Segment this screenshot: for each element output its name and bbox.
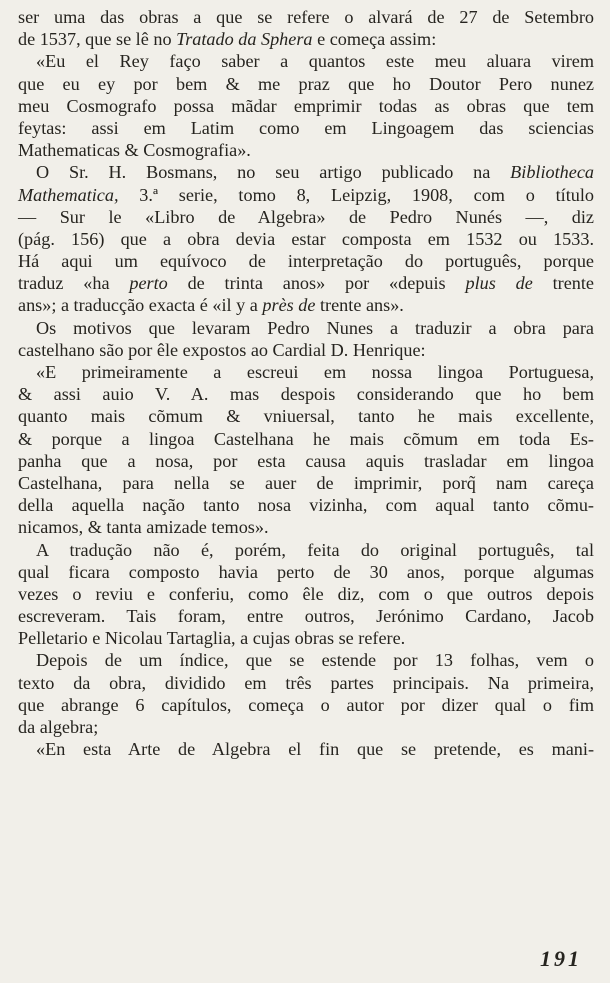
- text-line: Castelhana, para nella se auer de imprimir, porq̃ nam careça: [18, 472, 594, 493]
- text-line: quanto mais cõmum & vniuersal, tanto he mais excellente,: [18, 406, 594, 427]
- text-line: Depois de um índice, que se estende por 13 folhas, vem o: [36, 650, 594, 671]
- text-line: de 1537, que se lê no Tratado da Sphera e começa assim:: [18, 29, 437, 50]
- text-line: traduz «ha perto de trinta anos» por «depuis plus de trente: [18, 273, 594, 294]
- text-line: ser uma das obras a que se refere o alvará de 27 de Setembro: [18, 7, 594, 27]
- text-line: Há aqui um equívoco de interpretação do português, porque: [18, 251, 594, 272]
- text-line: «Eu el Rey faço saber a quantos este meu aluara virem: [36, 51, 594, 72]
- text-line: (pág. 156) que a obra devia estar composta em 1532 ou 1533.: [18, 228, 594, 249]
- text-line: ans»; a traducção exacta é «il y a près de trente ans».: [18, 295, 404, 316]
- text-line: & assi auio V. A. mas despois considerando que ho bem: [18, 384, 594, 405]
- text-line: & porque a lingoa Castelhana he mais cõmum em toda Es-: [18, 428, 594, 449]
- text-line: nicamos, & tanta amizade temos».: [18, 517, 269, 538]
- document-body: [18, 6, 594, 760]
- text-line: O Sr. H. Bosmans, no seu artigo publicado na Bibliotheca: [36, 162, 594, 183]
- text-line: «En esta Arte de Algebra el fin que se pretende, es mani-: [36, 739, 594, 760]
- text-line: castelhano são por êle expostos ao Cardial D. Henrique:: [18, 339, 426, 360]
- page-number: 191: [540, 946, 582, 971]
- text-line: que eu ey por bem & me praz que ho Doutor Pero nunez: [18, 73, 594, 94]
- text-line: panha que a nosa, por esta causa aquis trasladar em lingoa: [18, 450, 594, 471]
- text-line: Mathematicas & Cosmografia».: [18, 140, 251, 161]
- text-line: Mathematica, 3.ª serie, tomo 8, Leipzig, 1908, com o título: [18, 184, 594, 205]
- text-line: Os motivos que levaram Pedro Nunes a traduzir a obra para: [36, 317, 594, 338]
- text-line: «E primeiramente a escreui em nossa lingoa Portuguesa,: [36, 362, 594, 382]
- text-line: — Sur le «Libro de Algebra» de Pedro Nunés —, diz: [18, 206, 594, 227]
- text-line: feytas: assi em Latim como em Lingoagem das sciencias: [18, 117, 594, 138]
- text-line: A tradução não é, porém, feita do original português, tal: [36, 539, 594, 560]
- text-line: meu Cosmografo possa mãdar emprimir todas as obras que tem: [18, 95, 594, 116]
- text-line: qual ficara composto havia perto de 30 anos, porque algumas: [18, 561, 594, 582]
- text-line: escreveram. Tais foram, entre outros, Jerónimo Cardano, Jacob: [18, 606, 594, 627]
- text-line: texto da obra, dividido em três partes principais. Na primeira,: [18, 672, 594, 693]
- text-line: Pelletario e Nicolau Tartaglia, a cujas obras se refere.: [18, 628, 406, 649]
- text-line: da algebra;: [18, 717, 99, 737]
- text-line: vezes o reviu e conferiu, como êle diz, com o que outros depois: [18, 583, 594, 604]
- text-line: della aquella nação tanto nosa vizinha, com aqual tanto cõmu-: [18, 495, 594, 516]
- text-line: que abrange 6 capítulos, começa o autor por dizer qual o fim: [18, 694, 594, 715]
